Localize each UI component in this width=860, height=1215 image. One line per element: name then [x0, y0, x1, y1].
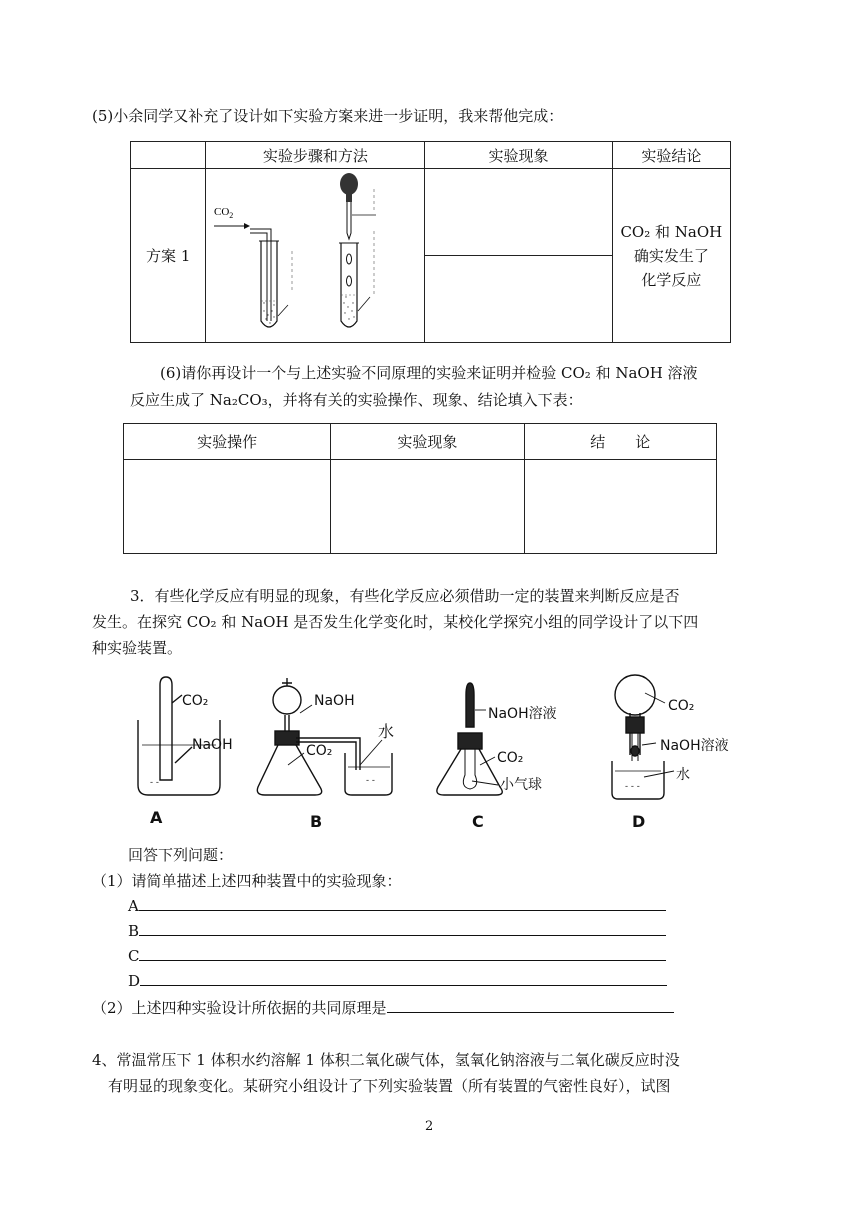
fig-a-label-naoh: NaOH [192, 737, 233, 753]
q5-phenomenon-cell-2[interactable] [425, 256, 612, 343]
page-number: 2 [425, 1119, 434, 1134]
fig-d-label-water: 水 [676, 767, 690, 783]
q5-header-conclusion: 实验结论 [612, 142, 730, 169]
answer-line-d [128, 971, 667, 990]
q3-sub2: （2）上述四种实验设计所依据的共同原理是 [92, 999, 387, 1017]
q6-header-phenomenon: 实验现象 [331, 424, 524, 460]
answer-blank-a[interactable] [139, 896, 666, 911]
fig-a-letter: A [150, 808, 163, 827]
q5-phenomenon-cell-1[interactable] [425, 169, 612, 256]
fig-b-label-co2: CO₂ [306, 743, 333, 759]
q5-conclusion-line-1: CO₂ 和 NaOH [620, 222, 723, 241]
q6-conclusion-cell[interactable] [524, 460, 716, 554]
answer-line-c-letter: C [128, 947, 140, 965]
answer-blank-c[interactable] [139, 946, 666, 961]
fig-c-letter: C [472, 812, 484, 831]
q5-table [130, 141, 731, 343]
answer-line-a [128, 896, 666, 915]
q3-line-2: 发生。在探究 CO₂ 和 NaOH 是否发生化学变化时，某校化学探究小组的同学设计了以下四 [92, 613, 699, 631]
q6-phenomenon-cell[interactable] [331, 460, 524, 554]
q5-row-label: 方案 1 [131, 169, 206, 343]
fig-d-letter: D [632, 812, 646, 831]
q5-conclusion-line-3: 化学反应 [641, 270, 702, 289]
q6-header-operation: 实验操作 [124, 424, 331, 460]
fig-b-label-water: 水 [378, 722, 395, 741]
fig-b-label-naoh: NaOH [314, 693, 355, 709]
q5-conclusion-cell [612, 169, 730, 343]
q6-operation-cell[interactable] [124, 460, 331, 554]
fig-c-label-co2: CO₂ [497, 750, 524, 766]
answer-line-a-letter: A [128, 897, 139, 915]
fig-b-letter: B [310, 812, 323, 831]
q5-intro: (5)小余同学又补充了设计如下实验方案来进一步证明，我来帮他完成： [92, 107, 564, 125]
answer-line-b-letter: B [128, 922, 140, 940]
svg-text:- -: - - [366, 776, 375, 786]
answer-blank-principle[interactable] [387, 998, 674, 1013]
q6-line-1: (6)请你再设计一个与上述实验不同原理的实验来证明并检验 CO₂ 和 NaOH 溶液 [160, 364, 698, 382]
q4-line-1: 4、常温常压下 1 体积水约溶解 1 体积二氧化碳气体，氢氧化钠溶液与二氧化碳反应时没 [92, 1051, 680, 1069]
answer-blank-d[interactable] [140, 971, 667, 986]
answer-prompt: 回答下列问题： [128, 846, 234, 864]
answer-line-b [128, 921, 666, 940]
answer-line-d-letter: D [128, 972, 141, 990]
svg-text:CO2: $CO_2$ [214, 205, 234, 220]
q3-sub2-line [92, 997, 674, 1018]
q5-apparatus-cell [206, 169, 425, 343]
q6-line-2: 反应生成了 Na₂CO₃，并将有关的实验操作、现象、结论填入下表： [130, 391, 583, 409]
q4-line-2: 有明显的现象变化。某研究小组设计了下列实验装置（所有装置的气密性良好），试图 [108, 1077, 671, 1095]
fig-c-label-naoh: NaOH溶液 [488, 706, 557, 722]
q6-header-conclusion: 结 论 [524, 424, 716, 460]
fig-c-label-balloon: 小气球 [500, 777, 542, 793]
q5-header-phenomenon: 实验现象 [425, 142, 612, 169]
answer-blank-b[interactable] [139, 921, 666, 936]
svg-text:- - -: - - - [625, 782, 640, 792]
q5-header-steps: 实验步骤和方法 [206, 142, 425, 169]
q5-apparatus-figure [206, 171, 422, 341]
q5-header-blank [131, 142, 206, 169]
answer-line-c [128, 946, 666, 965]
fig-a-label-co2: CO₂ [182, 693, 209, 709]
q3-sub1: （1）请简单描述上述四种装置中的实验现象： [92, 872, 402, 890]
svg-text:- -: - - [150, 778, 159, 788]
q3-line-1: 3．有些化学反应有明显的现象，有些化学反应必须借助一定的装置来判断反应是否 [130, 587, 680, 605]
q3-line-3: 种实验装置。 [92, 639, 183, 657]
q5-conclusion-line-2: 确实发生了 [633, 246, 709, 265]
q6-table [123, 423, 717, 554]
fig-d-label-naoh: NaOH溶液 [660, 738, 729, 754]
fig-d-label-co2: CO₂ [668, 698, 695, 714]
